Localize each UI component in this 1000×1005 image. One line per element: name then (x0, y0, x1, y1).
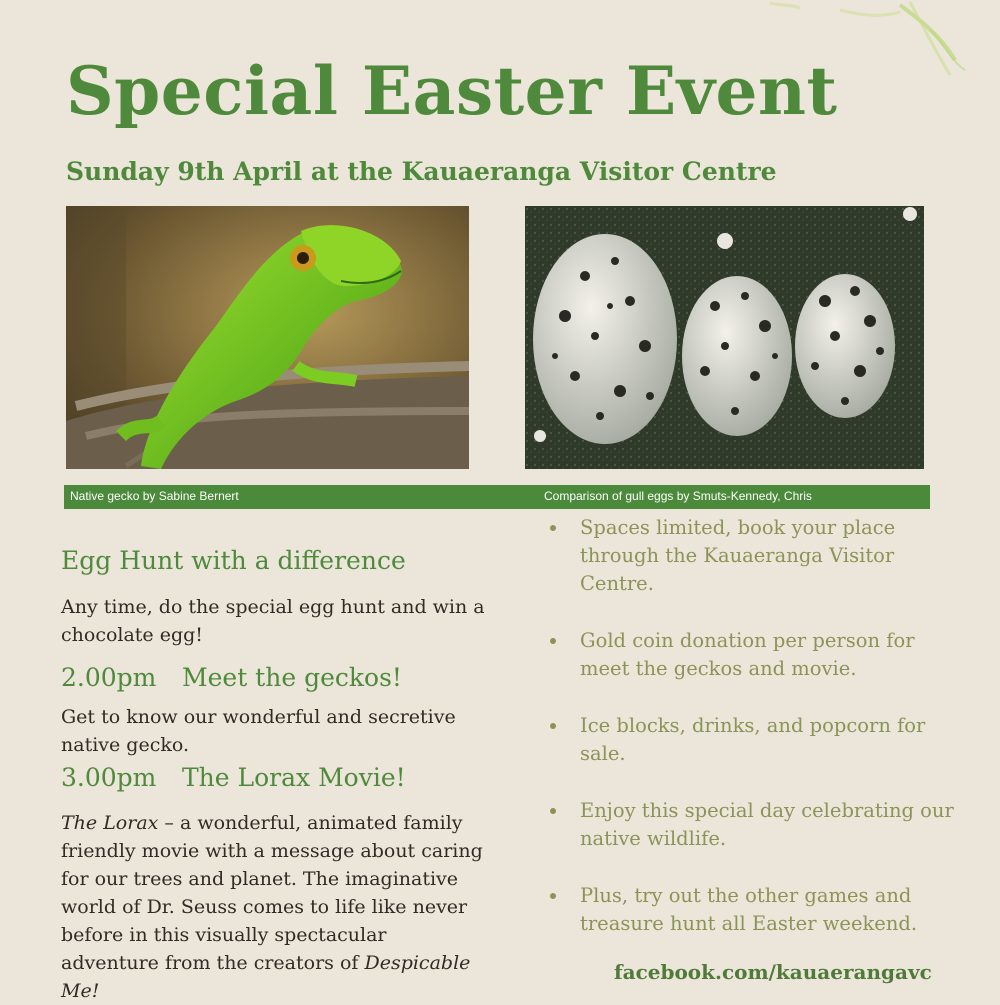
movie-body-text: – a wonderful, animated family friendly movie with a message about caring for our trees and planet. The imaginative world of Dr. Seuss comes to life like never before in this visually spectacular adventure from the creators of (61, 812, 483, 974)
movie-heading (61, 763, 406, 792)
gecko-photo (66, 206, 469, 469)
movie-title: The Lorax Movie! (182, 763, 406, 792)
bullet-dot-icon (550, 638, 556, 644)
page-title: Special Easter Event (66, 52, 838, 130)
geckos-time: 2.00pm (61, 663, 157, 692)
eggs-photo-caption: Comparison of gull eggs by Smuts-Kennedy, Chris (544, 489, 812, 503)
geckos-heading (61, 663, 402, 692)
movie-body-title: The Lorax (61, 812, 159, 834)
photo-caption-bar (64, 485, 930, 509)
list-item: Gold coin donation per person for meet the geckos and movie. (545, 627, 965, 683)
movie-body (61, 809, 486, 1005)
geckos-title: Meet the geckos! (182, 663, 402, 692)
gecko-photo-caption: Native gecko by Sabine Bernert (70, 489, 239, 503)
movie-time: 3.00pm (61, 763, 157, 792)
list-item: Plus, try out the other games and treasure hunt all Easter weekend. (545, 882, 965, 938)
info-bullet-list (545, 514, 965, 967)
facebook-link[interactable]: facebook.com/kauaerangavc (614, 960, 932, 984)
list-item: Enjoy this special day celebrating our native wildlife. (545, 797, 965, 853)
geckos-body: Get to know our wonderful and secretive native gecko. (61, 706, 456, 756)
egg-hunt-heading: Egg Hunt with a difference (61, 546, 406, 575)
egg-hunt-body: Any time, do the special egg hunt and win a chocolate egg! (61, 596, 485, 646)
bullet-dot-icon (550, 808, 556, 814)
event-subtitle: Sunday 9th April at the Kauaeranga Visitor Centre (66, 157, 777, 186)
gull-eggs-photo (525, 206, 924, 469)
bullet-dot-icon (550, 893, 556, 899)
movie-body-end: Despicable Me! (61, 952, 471, 1002)
list-item: Ice blocks, drinks, and popcorn for sale. (545, 712, 965, 768)
list-item: Spaces limited, book your place through the Kauaeranga Visitor Centre. (545, 514, 965, 598)
bullet-dot-icon (550, 723, 556, 729)
bullet-dot-icon (550, 525, 556, 531)
